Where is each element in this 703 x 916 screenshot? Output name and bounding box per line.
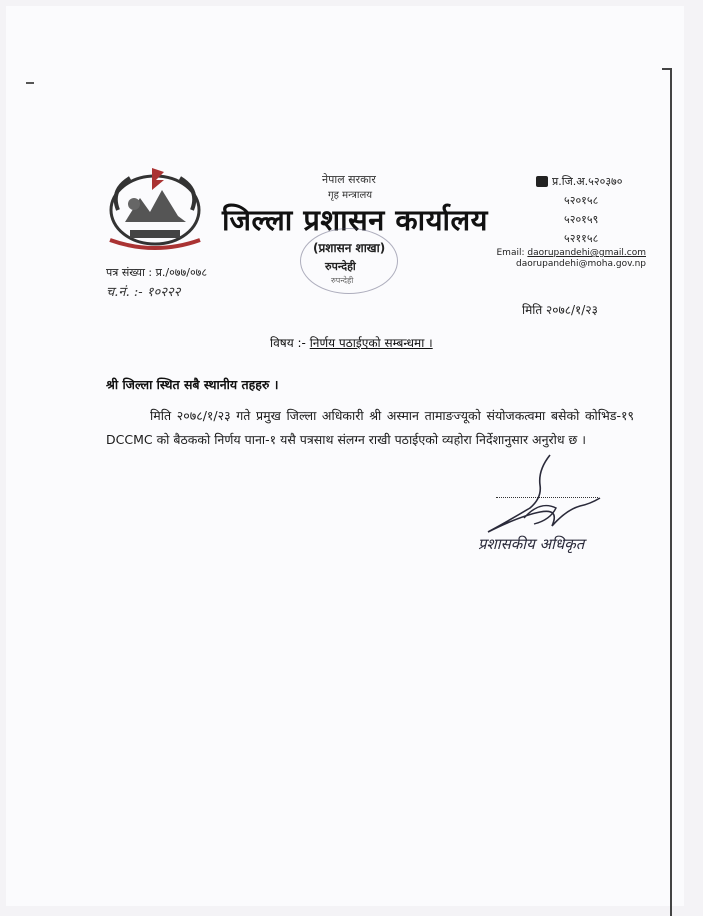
phone-number: ५२०१५८ [564, 194, 599, 207]
stamp-place-small: रुपन्देही [331, 276, 354, 285]
phone-icon [536, 176, 548, 187]
officer-title: प्रशासकीय अधिकृत [478, 535, 585, 553]
phone-number: ५२०१५९ [564, 213, 599, 226]
scan-edge-line [670, 68, 672, 916]
letter-number: पत्र संख्या : प्र./०७७/०७८ [106, 266, 208, 279]
signature-icon [480, 450, 620, 542]
office-stamp [300, 228, 398, 294]
government-name: नेपाल सरकार [322, 173, 376, 186]
addressee: श्री जिल्ला स्थित सबै स्थानीय तहहरु । [106, 377, 279, 392]
email-secondary[interactable]: daorupandehi@moha.gov.np [515, 259, 646, 269]
subject-line [270, 334, 433, 351]
stamp-place: रुपन्देही [325, 260, 356, 273]
phone-number: ५२११५८ [564, 232, 599, 245]
email-primary[interactable]: daorupandehi@gmail.com [527, 248, 646, 258]
stamp-section: (प्रशासन शाखा) [313, 241, 386, 255]
government-emblem-icon [100, 160, 210, 252]
email-label: Email: [496, 248, 525, 258]
office-title: जिल्ला प्रशासन कार्यालय [222, 203, 489, 237]
ministry-name: गृह मन्त्रालय [328, 190, 373, 201]
scan-edge-tick [662, 68, 672, 70]
dispatch-number: च.नं. :- १०२२२ [106, 285, 181, 300]
subject-text: निर्णय पठाईएको सम्बन्धमा । [309, 336, 433, 350]
email-block [496, 248, 646, 270]
letter-body: मिति २०७८/१/२३ गते प्रमुख जिल्ला अधिकारी श्री अस्मान तामाङज्यूको संयोजकत्वमा बसेको कोभिड-१९ DCCMC को बैठकको निर्णय पाना-१ यसै पत्रसाथ संलग्न राखी पठाईएको व्यहोरा निर्देशानुसार अनुरोध छ । [106, 408, 634, 447]
subject-label: विषय :- [270, 336, 306, 350]
signature-line [496, 497, 598, 498]
scan-mark [26, 82, 34, 84]
phone-number: प्र.जि.अ.५२०३७० [552, 175, 623, 188]
letter-date: मिति २०७८/१/२३ [522, 303, 598, 317]
phone-list [536, 172, 622, 248]
